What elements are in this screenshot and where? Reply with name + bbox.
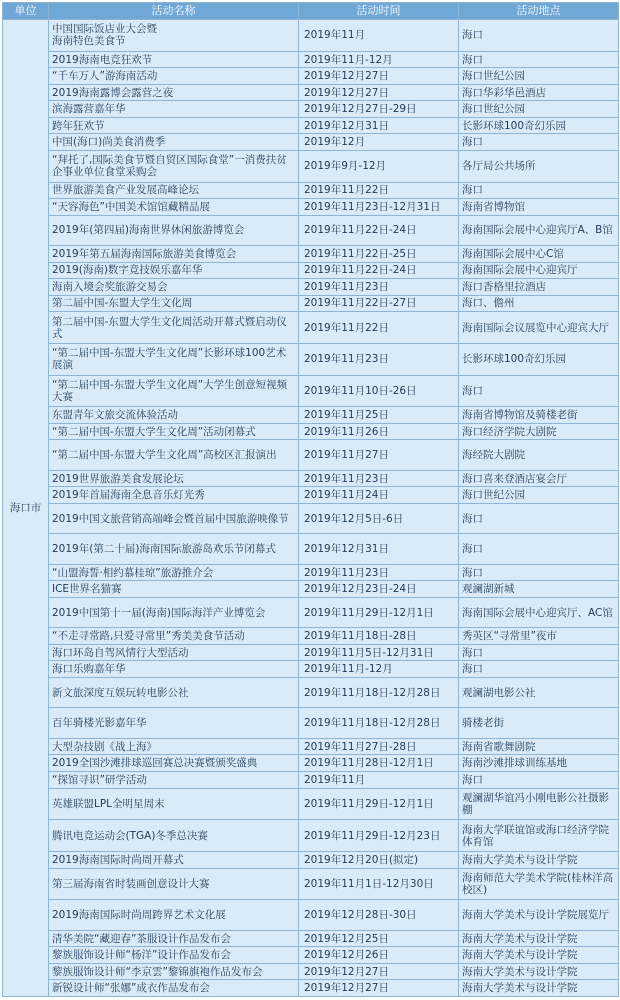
activity-place-cell: 观澜湖电影公社 [459, 678, 619, 708]
activity-place-cell: 海口 [459, 375, 619, 407]
activity-place-cell: 秀英区“寻常里”夜市 [459, 628, 619, 645]
activity-time-cell: 2019年11月22日 [299, 182, 459, 199]
table-row [3, 534, 619, 564]
table-row [3, 246, 619, 263]
activity-time-cell: 2019年11月23日-12月31日 [299, 199, 459, 216]
activity-place-cell: 海口 [459, 182, 619, 199]
table-row [3, 150, 619, 182]
activity-name-cell: 2019(海南)数字竞技娱乐嘉年华 [49, 262, 299, 279]
activity-name-cell: 第三届海南省时装画创意设计大赛 [49, 868, 299, 900]
activity-time-cell: 2019年11月5日-12月31日 [299, 644, 459, 661]
activity-time-cell: 2019年12月20日(拟定) [299, 852, 459, 869]
table-row [3, 738, 619, 755]
activity-place-cell: 海南大学美术与设计学院 [459, 947, 619, 964]
activity-name-cell: 海南入境会奖旅游交易会 [49, 279, 299, 296]
activity-place-cell: 观澜湖华谊冯小刚电影公社摄影棚 [459, 788, 619, 820]
table-row [3, 440, 619, 470]
activity-place-cell: 海口 [459, 772, 619, 789]
activity-place-cell: 海口经济学院大剧院 [459, 423, 619, 440]
table-row [3, 597, 619, 627]
activity-time-cell: 2019年11月29日-12月1日 [299, 597, 459, 627]
activity-time-cell: 2019年11月27日 [299, 440, 459, 470]
activity-name-cell: 2019年(第二十届)海南国际旅游岛欢乐节闭幕式 [49, 534, 299, 564]
activity-place-cell: 海南国际会展中心迎宾厅A、B馆 [459, 215, 619, 245]
activity-place-cell: 长影环球100奇幻乐园 [459, 343, 619, 375]
activity-time-cell: 2019年11月-12月 [299, 51, 459, 68]
table-row [3, 900, 619, 930]
table-row [3, 199, 619, 216]
table-row [3, 503, 619, 533]
activity-time-cell: 2019年12月31日 [299, 534, 459, 564]
table-row [3, 930, 619, 947]
header-row [3, 3, 619, 20]
activity-time-cell: 2019年11月26日 [299, 423, 459, 440]
activity-place-cell: 海南大学美术与设计学院展览厅 [459, 900, 619, 930]
activity-name-cell: “山盟海誓·相约慕桂琼”旅游推介会 [49, 564, 299, 581]
activity-time-cell: 2019年11月22日-27日 [299, 295, 459, 312]
activity-name-cell: 黎族服饰设计师“李京雲”黎锦旗袍作品发布会 [49, 963, 299, 980]
activity-name-cell: 2019海南国际时尚周跨界艺术文化展 [49, 900, 299, 930]
activity-name-cell: 2019海南国际时尚周开幕式 [49, 852, 299, 869]
activity-place-cell: 海南国际会展中心迎宾厅 [459, 262, 619, 279]
table-row [3, 117, 619, 134]
unit-cell: 海口市 [3, 20, 49, 997]
activity-place-cell: 海南国际会议展览中心迎宾大厅 [459, 312, 619, 344]
activity-time-cell: 2019年12月28日-30日 [299, 900, 459, 930]
activity-time-cell: 2019年12月23日-24日 [299, 581, 459, 598]
activity-place-cell: 观澜湖新城 [459, 581, 619, 598]
activity-place-cell: 海南大学美术与设计学院 [459, 930, 619, 947]
activity-name-cell: “天容海色”中国美术馆馆藏精品展 [49, 199, 299, 216]
activity-name-cell: 2019中国文旅营销高端峰会暨首届中国旅游映像节 [49, 503, 299, 533]
table-row [3, 312, 619, 344]
activity-place-cell: 海口华彩华邑酒店 [459, 84, 619, 101]
activity-time-cell: 2019年12月27日 [299, 980, 459, 997]
activity-name-cell: 中国国际饭店业大会暨 海南特色美食节 [49, 20, 299, 52]
table-row [3, 182, 619, 199]
activity-place-cell: 海口 [459, 134, 619, 151]
activity-time-cell: 2019年12月27日 [299, 963, 459, 980]
table-row [3, 51, 619, 68]
table-row [3, 375, 619, 407]
table-row [3, 68, 619, 85]
activity-place-cell: 海南大学美术与设计学院 [459, 963, 619, 980]
table-row [3, 84, 619, 101]
table-row [3, 708, 619, 738]
table-row [3, 678, 619, 708]
activity-place-cell: 海口喜来登酒店宴会厅 [459, 470, 619, 487]
table-row [3, 343, 619, 375]
activity-place-cell: 海南省博物馆及骑楼老街 [459, 407, 619, 424]
activity-name-cell: 英雄联盟LPL全明星周末 [49, 788, 299, 820]
activity-time-cell: 2019年11月18日-28日 [299, 628, 459, 645]
activity-time-cell: 2019年11月1日-12月30日 [299, 868, 459, 900]
activity-name-cell: 2019年首届海南全息音乐灯光秀 [49, 487, 299, 504]
table-row [3, 262, 619, 279]
activity-time-cell: 2019年11月22日-25日 [299, 246, 459, 263]
activity-place-cell: 海南国际会展中心迎宾厅、AC馆 [459, 597, 619, 627]
activity-time-cell: 2019年11月25日 [299, 407, 459, 424]
activity-place-cell: 海南沙滩排球训练基地 [459, 755, 619, 772]
activity-name-cell: “不走寻常路,只爱寻常里”秀美美食节活动 [49, 628, 299, 645]
activity-name-cell: 2019海南露博会露营之夜 [49, 84, 299, 101]
activity-place-cell: 海口 [459, 503, 619, 533]
table-row [3, 628, 619, 645]
activity-time-cell: 2019年11月10日-26日 [299, 375, 459, 407]
activity-name-cell: “探馆寻识”研学活动 [49, 772, 299, 789]
activity-time-cell: 2019年11月22日-24日 [299, 262, 459, 279]
activity-name-cell: 百年骑楼光影嘉年华 [49, 708, 299, 738]
activity-time-cell: 2019年11月29日-12月1日 [299, 788, 459, 820]
activity-place-cell: 各厅局公共场所 [459, 150, 619, 182]
activity-place-cell: 海口 [459, 661, 619, 678]
table-row [3, 755, 619, 772]
activity-time-cell: 2019年11月 [299, 20, 459, 52]
activity-time-cell: 2019年11月23日 [299, 343, 459, 375]
table-row [3, 852, 619, 869]
header-activity-time: 活动时间 [299, 3, 459, 20]
activity-table [2, 2, 619, 997]
activity-name-cell: 腾讯电竞运动会(TGA)冬季总决赛 [49, 820, 299, 852]
activity-place-cell: 海南大学联谊馆或海口经济学院体育馆 [459, 820, 619, 852]
activity-place-cell: 海口世纪公园 [459, 68, 619, 85]
activity-time-cell: 2019年11月29日-12月23日 [299, 820, 459, 852]
table-row [3, 423, 619, 440]
activity-name-cell: 2019海南电竞狂欢节 [49, 51, 299, 68]
activity-place-cell: 海口 [459, 20, 619, 52]
activity-time-cell: 2019年12月5日-6日 [299, 503, 459, 533]
table-row [3, 279, 619, 296]
activity-name-cell: “拜托了,国际美食节暨自贸区国际食堂”一消费扶贫企事业单位食堂采购会 [49, 150, 299, 182]
activity-time-cell: 2019年11月18日-12月28日 [299, 708, 459, 738]
activity-name-cell: 海口环岛自驾风情行大型活动 [49, 644, 299, 661]
activity-name-cell: 滨海露营嘉年华 [49, 101, 299, 118]
table-row [3, 470, 619, 487]
activity-place-cell: 海口世纪公园 [459, 487, 619, 504]
table-row [3, 772, 619, 789]
activity-time-cell: 2019年11月27日-28日 [299, 738, 459, 755]
table-row [3, 101, 619, 118]
table-row [3, 134, 619, 151]
activity-place-cell: 海南师范大学美术学院(桂林洋高校区) [459, 868, 619, 900]
activity-name-cell: 2019世界旅游美食发展论坛 [49, 470, 299, 487]
activity-name-cell: 第二届中国-东盟大学生文化周 [49, 295, 299, 312]
activity-name-cell: 跨年狂欢节 [49, 117, 299, 134]
activity-name-cell: 2019年第五届海南国际旅游美食博览会 [49, 246, 299, 263]
activity-name-cell: 2019中国第十一届(海南)国际海洋产业博览会 [49, 597, 299, 627]
table-row [3, 407, 619, 424]
activity-place-cell: 海南省博物馆 [459, 199, 619, 216]
activity-place-cell: 海经院大剧院 [459, 440, 619, 470]
activity-name-cell: 大型杂技剧《战上海》 [49, 738, 299, 755]
activity-place-cell: 海口香格里拉酒店 [459, 279, 619, 296]
activity-name-cell: “第二届中国-东盟大学生文化周”长影环球100艺术展演 [49, 343, 299, 375]
activity-place-cell: 骑楼老街 [459, 708, 619, 738]
activity-time-cell: 2019年12月26日 [299, 947, 459, 964]
activity-place-cell: 长影环球100奇幻乐园 [459, 117, 619, 134]
activity-time-cell: 2019年12月 [299, 134, 459, 151]
table-row [3, 20, 619, 52]
table-row [3, 947, 619, 964]
activity-time-cell: 2019年11月23日 [299, 470, 459, 487]
activity-time-cell: 2019年11月23日 [299, 564, 459, 581]
activity-name-cell: 2019全国沙滩排球巡回赛总决赛暨颁奖盛典 [49, 755, 299, 772]
activity-name-cell: 清华美院“藏迎春”茶服设计作品发布会 [49, 930, 299, 947]
table-row [3, 644, 619, 661]
activity-place-cell: 海南大学美术与设计学院 [459, 980, 619, 997]
table-row [3, 661, 619, 678]
table-row [3, 564, 619, 581]
activity-name-cell: 海口乐购嘉年华 [49, 661, 299, 678]
activity-name-cell: ICE世界名猫赛 [49, 581, 299, 598]
table-row [3, 581, 619, 598]
activity-name-cell: 2019年(第四届)海南世界休闲旅游博览会 [49, 215, 299, 245]
activity-time-cell: 2019年12月27日-29日 [299, 101, 459, 118]
activity-place-cell: 海南省歌舞剧院 [459, 738, 619, 755]
activity-time-cell: 2019年12月31日 [299, 117, 459, 134]
activity-name-cell: “第二届中国-东盟大学生文化周”高校区汇报演出 [49, 440, 299, 470]
activity-time-cell: 2019年11月 [299, 772, 459, 789]
activity-place-cell: 海口 [459, 51, 619, 68]
activity-time-cell: 2019年12月27日 [299, 68, 459, 85]
activity-place-cell: 海南国际会展中心C馆 [459, 246, 619, 263]
activity-place-cell: 海南大学美术与设计学院 [459, 852, 619, 869]
table-row [3, 788, 619, 820]
activity-time-cell: 2019年11月22日 [299, 312, 459, 344]
activity-place-cell: 海口 [459, 564, 619, 581]
activity-time-cell: 2019年11月23日 [299, 279, 459, 296]
activity-name-cell: 黎族服饰设计师“杨洋”设计作品发布会 [49, 947, 299, 964]
activity-name-cell: 第二届中国-东盟大学生文化周活动开幕式暨启动仪式 [49, 312, 299, 344]
table-row [3, 820, 619, 852]
table-row [3, 215, 619, 245]
activity-name-cell: “第二届中国-东盟大学生文化周”活动闭幕式 [49, 423, 299, 440]
activity-time-cell: 2019年12月27日 [299, 84, 459, 101]
table-row [3, 980, 619, 997]
activity-place-cell: 海口世纪公园 [459, 101, 619, 118]
table-row [3, 868, 619, 900]
activity-time-cell: 2019年11月18日-12月28日 [299, 678, 459, 708]
activity-name-cell: “千车万人”游海南活动 [49, 68, 299, 85]
activity-place-cell: 海口 [459, 534, 619, 564]
activity-name-cell: 中国(海口)尚美食消费季 [49, 134, 299, 151]
header-activity-name: 活动名称 [49, 3, 299, 20]
activity-name-cell: “第二届中国-东盟大学生文化周”大学生创意短视频大赛 [49, 375, 299, 407]
header-unit: 单位 [3, 3, 49, 20]
activity-time-cell: 2019年11月22日-24日 [299, 215, 459, 245]
table-row [3, 295, 619, 312]
activity-name-cell: 世界旅游美食产业发展高峰论坛 [49, 182, 299, 199]
header-activity-place: 活动地点 [459, 3, 619, 20]
activity-time-cell: 2019年11月28日-12月1日 [299, 755, 459, 772]
activity-name-cell: 新锐设计师“张娜”成衣作品发布会 [49, 980, 299, 997]
activity-time-cell: 2019年9月-12月 [299, 150, 459, 182]
activity-place-cell: 海口 [459, 644, 619, 661]
activity-time-cell: 2019年11月-12月 [299, 661, 459, 678]
table-row [3, 963, 619, 980]
activity-time-cell: 2019年12月25日 [299, 930, 459, 947]
activity-place-cell: 海口、儋州 [459, 295, 619, 312]
activity-time-cell: 2019年11月24日 [299, 487, 459, 504]
activity-name-cell: 东盟青年文旅交流体验活动 [49, 407, 299, 424]
table-row [3, 487, 619, 504]
activity-name-cell: 新文旅深度互娱玩转电影公社 [49, 678, 299, 708]
